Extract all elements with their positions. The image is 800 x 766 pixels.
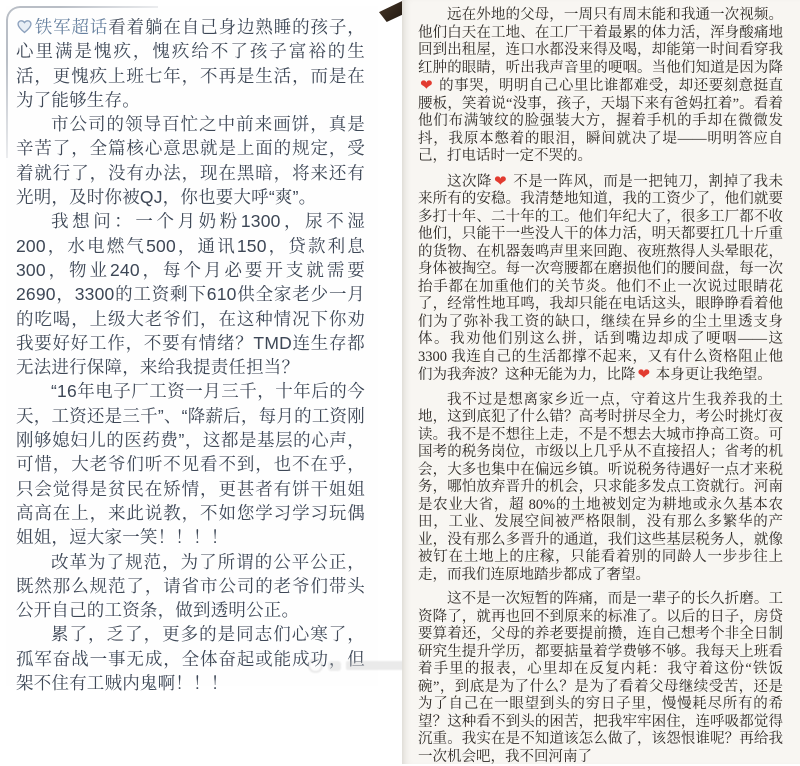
supertopic-link[interactable]: 铁军超话 xyxy=(34,17,109,37)
text-run: 远在外地的父母，一周只有周末能和我通一次视频。他们白天在工地、在工厂干着最累的体力活，浑身酸痛地回到出租屋，连口水都没来得及喝，却能第一时间看穿我红肿的眼睛，听出我声音里的哽咽。当他们知道是因为降 xyxy=(418,7,783,76)
weibo-post-body xyxy=(6,6,378,695)
text-run: 看着躺在自己身边熟睡的孩子，心里满是愧疚，愧疚给不了孩子富裕的生活，更愧疚上班七年，不再是生活，而是在为了能够生存。 xyxy=(16,17,365,110)
text-run: 我想问：一个月奶粉1300，尿不湿200，水电燃气500，通讯150，贷款利息300，物业240，每个月必要开支就需要2690，3300的工资剩下610供全家老少一月的吃喝，上级大老爷们，在这种情况下你劝我要好好工作，不要有情绪？TMD连生存都无法进行保障，来给我提责任担当？ xyxy=(16,211,365,378)
watermark-left xyxy=(308,658,412,673)
heart-emoji-icon: ❤ xyxy=(637,365,651,383)
paragraph xyxy=(418,173,783,385)
paragraph xyxy=(418,7,783,166)
heart-emoji-icon: ❤ xyxy=(494,171,508,190)
text-run: 本身更让我绝望。 xyxy=(652,367,772,383)
paragraph xyxy=(418,392,783,585)
paragraph xyxy=(418,591,783,766)
text-run: 累了，乏了，更多的是同志们心寒了，孤军奋战一事无成，全体奋起或能成功，但架不住有工贼内鬼啊！！！ xyxy=(16,624,365,694)
text-run: 这次降 xyxy=(447,173,493,190)
text-run: 这不是一次短暂的阵痛，而是一辈子的长久折磨。工资降了，就再也回不到原来的标准了。以后的日子，房贷要算着还，父母的养老要提前攒，连自己想考个非全日制研究生提升学历，都要掂量着学费够不够。我每天上班看着手里的报表，心里却在反复内耗：我守着这份“铁饭碗”，到底是为了什么？是为了看着父母继续受苦，还是为了自己在一眼望到头的穷日子里，慢慢耗尽所有的希望？这种看不到头的困苦，把我牢牢困住，连呼吸都觉得沉重。我实在是不知道该怎么做了，该怨恨谁呢？再给我一次机会吧，我不回河南了 xyxy=(418,591,783,765)
text-run: 改革为了规范，为了所谓的公平公正，既然那么规范了，请省市公司的老爷们带头公开自己的工资条，做到透明公正。 xyxy=(16,551,365,621)
text-run: 不是一阵风，而是一把钝刀，割掉了我未来所有的安稳。我清楚地知道，我的工资少了，他们就要多打十年、二十年的工。他们年纪大了，很多工厂都不收他们，只能干一些没人干的体力活，明天都要扛几十斤重的货物、在机器轰鸣声里来回跑、夜班熬得人头晕眼花，身体被掏空。每一次弯腰都在磨损他们的腰间盘，每一次抬手都在加重他们的关节炎。他们不止一次说过眼睛花了，经常性地耳鸣，我却只能在电话这头，眼睁睁看着他们为了弥补我工资的缺口，继续在异乡的尘土里透支身体。我劝他们别这么拼，话到嘴边却成了哽咽——这 3300 我连自己的生活都撑不起来，又有什么资格阻止他们为我奔波？这种无能为力，比降 xyxy=(418,173,784,383)
paragraph xyxy=(16,112,365,209)
supertopic-badge-icon xyxy=(16,18,33,35)
watermark-logo-icon xyxy=(308,658,323,673)
paragraph xyxy=(16,15,365,112)
paragraph xyxy=(16,379,365,549)
text-run: 我不过是想离家乡近一点，守着这片生我养我的土地，这到底犯了什么错？高考时拼尽全力，考公时挑灯夜读。我不是不想往上走，不是不想去大城市挣高工资。可国考的税务岗位，市级以上几乎从不直接招人；省考的机会，大多也集中在偏远乡镇。听说税务待遇好一点才来税务，哪怕放弃晋升的机会，只求能多发点工资就行。河南是农业大省，超 80%的土地被划定为耕地或永久基本农田，工业、发展空间被严格限制，没有那么多繁华的产业，没有那么多晋升的通道，我们这些基层税务人，就像被钉在土地上的庄稼，只能看着别的同龄人一步步往上走，而我们连原地踏步都成了奢望。 xyxy=(418,391,783,583)
watermark-eye-icon xyxy=(328,661,341,671)
heart-emoji-icon: ❤ xyxy=(420,76,434,94)
printed-letter-page xyxy=(402,0,800,764)
letter-body xyxy=(402,0,800,766)
text-run: 市公司的领导百忙之中前来画饼，真是辛苦了，全篇核心意思就是上面的规定，受着就行了，没有办法，现在黑暗，将来还有光明，及时你被QJ，你也要大呼“爽”。 xyxy=(16,114,365,208)
paragraph xyxy=(16,209,365,379)
text-run: 的事哭，明明自己心里比谁都难受，却还要刻意挺直腰板，笑着说“没事，孩子，天塌下来有爸妈扛着”。看着他们布满皱纹的脸强装大方，握着手机的手却在微微发抖，我原本憋着的眼泪，瞬间就决了堤——明明答应自己，打电话时一定不哭的。 xyxy=(418,78,783,164)
paragraph xyxy=(16,550,365,623)
weibo-post-card xyxy=(6,6,378,694)
text-run: “16年电子厂工资一月三千，十年后的今天，工资还是三千”、“降薪后，每月的工资刚刚够媳妇儿的医药费”，这都是基层的心声，可惜，大老爷们听不见看不到，也不在乎，只会觉得是贫民在矫情，更甚者有饼干姐姐高高在上，来此说教，不如您学习学习玩偶姐姐，逗大家一笑！！！！ xyxy=(16,381,365,548)
